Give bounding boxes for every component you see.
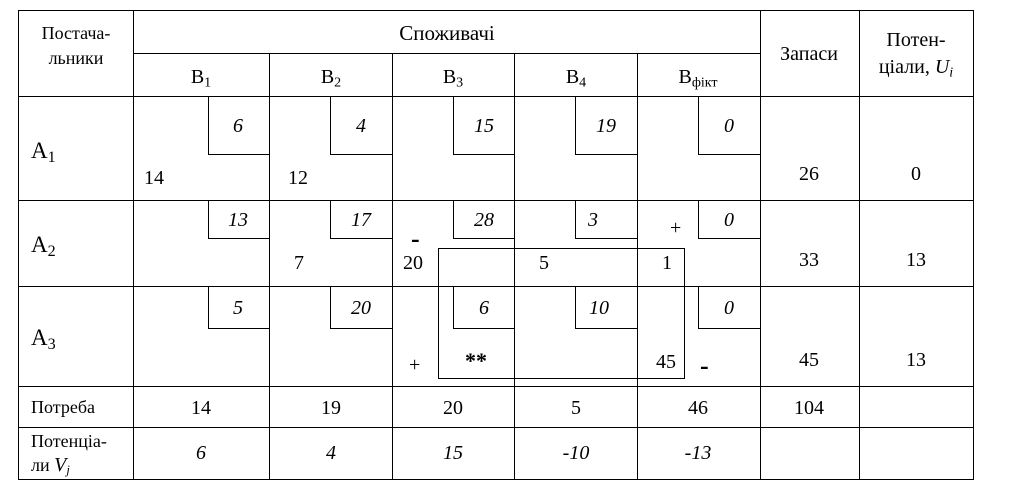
cost-a3-b2: 20 xyxy=(351,297,371,319)
cost-a2-b2: 17 xyxy=(351,209,371,231)
row-label-a2: $A_2$ xyxy=(31,232,56,261)
reserves-header: Запаси xyxy=(780,43,838,65)
reserve-a2: 33 xyxy=(799,249,819,271)
column-header-b2: $B_2$ xyxy=(320,66,342,91)
demand-label: Потреба xyxy=(31,397,95,417)
alloc-a1-b1: 14 xyxy=(144,167,164,189)
potential-u3: 13 xyxy=(906,349,926,371)
demand-b3: 20 xyxy=(443,397,463,419)
cost-a3-b4: 10 xyxy=(589,297,609,319)
potential-v5: -13 xyxy=(684,442,712,464)
cost-a2-b3: 28 xyxy=(474,209,494,231)
alloc-a2-bfict: 1 xyxy=(662,252,672,274)
potential-u1: 0 xyxy=(911,163,921,185)
cost-a1-bfict: 0 xyxy=(724,115,734,137)
column-header-b3: $B_3$ xyxy=(442,66,464,91)
potentials-v-label-line2: ли $V_j$ xyxy=(31,454,70,478)
col-line-6 xyxy=(760,10,761,480)
cost-a1-b4: 19 xyxy=(596,115,616,137)
consumers-header: Споживачі xyxy=(399,21,495,45)
cost-box xyxy=(575,200,638,239)
potential-v4: -10 xyxy=(562,442,590,464)
redistribution-cycle xyxy=(438,248,685,379)
cycle-sign-a2-bfict: + xyxy=(670,217,682,239)
cycle-sign-a3-bfict: - xyxy=(700,351,709,380)
cost-a1-b3: 15 xyxy=(474,115,494,137)
cycle-sign-a2-b3: - xyxy=(411,224,420,253)
row-label-a1: $A_1$ xyxy=(31,138,56,167)
alloc-a3-bfict: 45 xyxy=(656,351,676,373)
cost-a3-b1: 5 xyxy=(233,297,243,319)
potential-v3: 15 xyxy=(443,442,463,464)
demand-bottom-line xyxy=(18,427,974,428)
demand-b4: 5 xyxy=(571,397,581,419)
cost-a3-bfict: 0 xyxy=(724,297,734,319)
row-label-a3: $A_3$ xyxy=(31,325,56,354)
row-a3-bottom-line xyxy=(18,386,974,387)
consumers-header-divider xyxy=(133,53,760,54)
reserve-a3: 45 xyxy=(799,349,819,371)
alloc-a3-b3-marker: ** xyxy=(465,348,487,373)
demand-total: 104 xyxy=(794,397,824,419)
suppliers-header-line2: льники xyxy=(48,48,104,68)
alloc-a2-b3: 20 xyxy=(403,252,423,274)
potentials-u-header-line2: ціали, $U_i$ xyxy=(878,56,954,81)
cost-a1-b1: 6 xyxy=(233,115,243,137)
cost-a2-b1: 13 xyxy=(228,209,248,231)
potential-v1: 6 xyxy=(196,442,206,464)
demand-bfict: 46 xyxy=(688,397,708,419)
potentials-u-header-line1: Потен- xyxy=(886,29,946,51)
demand-b1: 14 xyxy=(191,397,211,419)
suppliers-header-line1: Постача- xyxy=(41,23,111,43)
alloc-a2-b2: 7 xyxy=(294,252,304,274)
cost-a1-b2: 4 xyxy=(356,115,366,137)
cost-a2-bfict: 0 xyxy=(724,209,734,231)
demand-b2: 19 xyxy=(321,397,341,419)
reserve-a1: 26 xyxy=(799,163,819,185)
potentials-v-label-line1: Потенціа- xyxy=(31,431,107,451)
cycle-sign-a3-b3: + xyxy=(409,354,421,376)
column-header-b4: $B_4$ xyxy=(565,66,587,91)
potential-v2: 4 xyxy=(326,442,336,464)
alloc-a2-b4: 5 xyxy=(539,252,549,274)
cost-a2-b4: 3 xyxy=(588,209,598,231)
col-line-1 xyxy=(133,10,134,480)
column-header-bfict: $B_{фікт}$ xyxy=(678,66,718,91)
table-frame xyxy=(18,10,974,480)
column-header-b1: $B_1$ xyxy=(190,66,212,91)
cost-a3-b3: 6 xyxy=(479,297,489,319)
alloc-a1-b2: 12 xyxy=(288,167,308,189)
potential-u2: 13 xyxy=(906,249,926,271)
col-line-7 xyxy=(859,10,860,480)
